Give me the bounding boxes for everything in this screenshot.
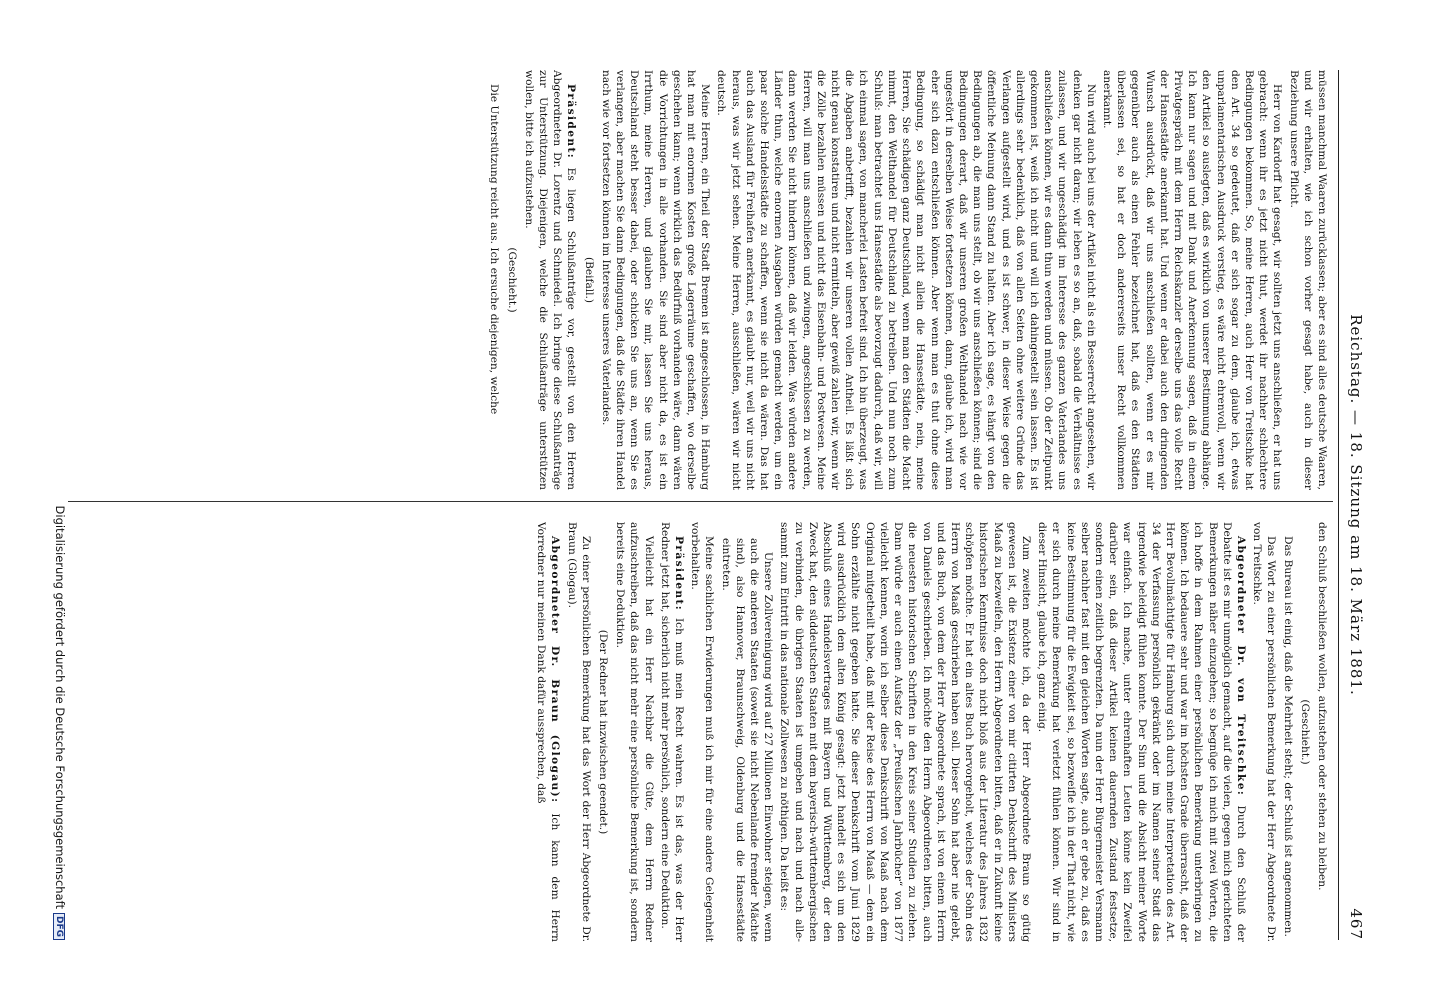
running-title: Reichstag. — 18. Sitzung am 18. März 1881. (1347, 314, 1365, 696)
paragraph: müssen manchmal Waaren zurücklassen; aber es sind alles deutsche Waaren, und wir erhalten, wie ich schon vorher gesagt habe, auch in dieser Beziehung unsere Pflicht. (1287, 70, 1328, 490)
paragraph: Das Bureau ist einig, daß die Mehrheit steht; der Schluß ist angenommen. (1281, 536, 1294, 937)
stage-direction: (Geschieht.) (1298, 699, 1311, 765)
dfg-logo-icon: DFG (54, 913, 66, 940)
speaker-name: Abgeordneter Dr. von Treitschke: (1234, 536, 1247, 797)
column-divider (68, 501, 1333, 502)
paragraph: den Schluß beschließen wollen, aufzustehen oder stehen zu bleiben. (1316, 522, 1328, 891)
paragraph: Vielleicht hat ein Herr Nachbar die Güte, dem Herrn Redner aufzuschreiben, daß das nicht mehr eine persönliche Bemerkung ist, sondern bereits eine Deduktion. (614, 522, 655, 942)
paragraph: Die Unterstützung reicht aus. Ich ersuche diejenigen, welche (488, 84, 501, 415)
header-rule (1338, 70, 1339, 940)
speaker-name: Präsident: (565, 84, 578, 160)
speech-paragraph (534, 522, 562, 942)
speech-paragraph (522, 70, 579, 490)
paragraph: Das Wort zu einer persönlichen Bemerkung hat der Herr Abgeordnete Dr. von Treitschke. (1251, 522, 1278, 942)
digitization-credit (53, 200, 67, 940)
stage-direction: (Beifall.) (582, 256, 595, 304)
paragraph: Zu einer persönlichen Bemerkung hat das Wort der Herr Abgeordnete Dr. Braun (Glogau). (565, 522, 592, 942)
stage-direction: (Der Redner hat inzwischen geendet.) (597, 629, 610, 835)
block-quote: Unsere Zollvereinigung wird auf 27 Millionen Einwohner steigen, wenn auch die anderen Staaten (soweit sie nicht Nebenlande fremder Mächte sind), also Hannover, Braunschweig, Oldenburg und die Hansestädte eintreten. (719, 538, 775, 942)
speaker-name: Präsident: (673, 536, 686, 612)
paragraph: Zum zweiten möchte ich, da der Herr Abgeordnete Braun so gütig gewesen ist, die Existenz einer von mir citirten Denkschrift des Ministers Maaß zu bezweifeln, den Herrn Abgeordneten bitten, daß er in Zukunft keine historischen Kenntnisse doch nicht bloß aus der Literatur des Jahres 1832 schöpfen möchte. Er hat ein altes Buch hervorgeholt, welches der Sohn des Herrn von Maaß geschrieben haben soll. Dieser Sohn hat aber nie gelebt, und das Buch, von dem der Herr Abgeordnete sprach, ist von einem Herrn von Daniels geschrieben. Ich möchte den Herrn Abgeordneten bitten, auch die neuesten historischen Schriften in den Kreis seiner Studien zu ziehen. Dann würde er auch einen Aufsatz der „Preußischen Jahrbücher“ von 1877 vielleicht kennen, worin ich selber diese Denkschrift von Maaß nach dem Original mitgetheilt habe, daß mit der Reise des Herrn von Maaß — dem ein Sohn erzählte nicht gegeben hatte. Sie dieser Denkschrift vom Juni 1829 wird ausdrücklich dem alten König gesagt: jetzt handelt es sich um den Abschluß eines Handelsvertrages mit Bayern und Württemberg, der den Zweck hat, den süddeutschen Staaten mit dem bayerisch-württembergischen zu verbinden, die übrigen Staaten ist umgeben und nach und nach alle- sammt zum Eintritt in das nationale Zollwesen zu nöthigen. Da heißt es: (778, 522, 1032, 942)
paragraph: Meine Herren, ein Theil der Stadt Bremen ist angeschlossen, in Hamburg hat man mit enormen Kosten große Lagerräume geschaffen, wo derselbe geschehen kann; wenn wirklich das Bedürfniß vorhanden wäre, dann wären die Vorrichtungen in alle vorhanden. Sie sind aber nicht da, es ist ein Irrthum, meine Herren, und glauben Sie mir, lassen Sie uns heraus, Deutschland steht besser dabei, oder schicken Sie uns an, wenn Sie es verlangen, aber machen Sie dann Bedingungen, daß die Städte ihren Handel nach wie vor fortsetzen können im Interesse unseres Vaterlandes. (599, 70, 712, 490)
page-number: 467 (1347, 908, 1365, 940)
speech-paragraph (658, 522, 686, 942)
speech-text: Ich muß mein Recht wahren. Es ist das, was der Herr Redner jetzt hat, sicherlich nicht mehr persönlich, sondern eine Deduktion. (658, 522, 686, 942)
document-page (51, 40, 1381, 960)
credit-text: Digitalisierung gefördert durch die Deutsche Forschungsgemeinschaft (53, 505, 67, 909)
right-column (69, 522, 1329, 942)
speech-text: Ich kann dem Herrn Vorredner nur meinen Dank dafür aussprechen, daß (535, 522, 562, 942)
speech-text: Durch den Schluß der Debatte ist es mir unmöglich gemacht, auf die vielen, gegen mich gerichteten Bemerkungen näher einzugehen; so begnüge ich mich mit zwei Worten, die ich hoffe in dem Rahmen einer persönlichen Bemerkung unterbringen zu können. Ich bedauere sehr und war im höchsten Grade überrascht, daß der Herr Bevollmächtigte für Hamburg sich durch meine Interpretation des Art. 34 der Verfassung persönlich gekränkt oder im Namen seiner Stadt das irgendwie beleidigt fühlen konnte. Der Sinn und die Absicht meiner Worte war einfach. Ich mache, unter ehrenhaften Leuten könne kein Zweifel darüber sein, daß dieser Artikel keinen dauernden Zustand festsetze, sondern einen zeitlich begrenzten. Da nun der Herr Bürgermeister Versmann selber nachher fast mit den gleichen Worten sagte, auch er gebe zu, daß es keine Bestimmung für die Ewigkeit sei, so bezweifle ich in der That nicht, wie er sich durch meine Bemerkung hat verletzt fühlen können. Wir sind in dieser Hinsicht, glaube ich, ganz einig. (1036, 522, 1247, 942)
page-header (1343, 70, 1365, 940)
paragraph: Herr von Kardorff hat gesagt, wir sollten jetzt uns anschließen, er hat uns gebracht: wenn ihr es jetzt nicht thut, werdet ihr nachher schlechtere Bedingungen bekommen. So, meine Herren, auch Herr von Treitschke hat den Art. 34 so gedeutet, daß er sich sogar zu dem, glaube ich, etwas unparlamentarischen Ausdruck verstieg, es wäre nicht ehrenvoll, wenn wir den Artikel so auslegten, daß es wirklich von unserer Bestimmung abhänge. Ich kann nur sagen und mit Dank und Anerkennung sagen, daß in einem Privatgespräch mit dem Herrn Reichskanzler derselbe uns das volle Recht der Hansestädte anerkannt hat. Und wenn er dabei auch den dringenden Wunsch ausdrückt, daß wir uns anschließen sollten, wenn er es mir gegenüber auch als einen Fehler bezeichnet hat, daß es den Städten überlassen sei, so hat er doch andererseits unser Recht vollkommen anerkannt. (1100, 70, 1284, 490)
left-column (69, 70, 1329, 490)
speaker-name: Abgeordneter Dr. Braun (Glogau): (549, 536, 562, 804)
speech-paragraph (1035, 522, 1248, 942)
paragraph: Meine sachlichen Erwiderungen muß ich mir für eine andere Gelegenheit vorbehalten. (689, 522, 716, 942)
stage-direction: (Geschieht.) (505, 247, 518, 313)
speech-text: Es liegen Schlußanträge vor, gestellt von den Herren Abgeordneten Dr. Lorentz und Schmiedel. Ich bringe diese Schlußanträge zur Unterstützung. Diejenigen, welche die Schlußanträge unterstützen wollen, bitte ich aufzustehen. (522, 70, 578, 490)
paragraph: Nun wird auch bei uns der Artikel nicht als ein Besserrecht angesehen, wir denken gar nicht daran; wir leben es so an, daß, sobald die Verhältnisse es zulassen, und wir ungeschädigt im Interesse des ganzen Vaterlandes uns anschließen können, wir es dann thun werden und müssen. Ob der Zeitpunkt gekommen ist, weiß ich nicht und will ich dahingestellt sein lassen. Es ist allerdings sehr bedenklich, daß von allen Seiten ohne weitere Gründe das Verlangen aufgestellt wird, und es ist schwer, in dieser Weise gegen die öffentliche Meinung dann Stand zu halten. Aber ich sage, es hängt von den Bedingungen ab, die man uns stellt, ob wir uns anschließen können; sind die Bedingungen derart, daß wir unseren großen Welthandel nach wie vor ungestört in derselben Weise fortsetzen können, dann, glaube ich, wird man eher sich dazu entschließen können. Aber wenn man es thut ohne diese Bedingung, so schädigt man nicht allein die Hansestädte, nein, meine Herren, Sie schädigen ganz Deutschland, wenn man den Städten die Macht nimmt, den Welthandel für Deutschland zu betreiben. Und nun noch zum Schluß: man betrachtet uns Hansestädte als bevorzugt dadurch, daß wir, will ich einmal sagen, von mancherlei Lasten befreit sind. Ich bin überzeugt, was die Abgaben anbetrifft, bezahlen wir unseren vollen Antheil. Es läßt sich nicht genau konstatiren und nicht ermitteln, aber gewiß zahlen wir, wenn wir die Zölle bezahlen müssen und nicht das Eisenbahn- und Postwesen. Meine Herren, will man uns anschließen und zwingen, angeschlossen zu werden, dann werden Sie nicht hindern können, daß wir leiden. Was würden andere Länder thun, welche enormen Ausgaben würden gemacht werden, um ein paar solche Handelsstädte zu schaffen, wenn sie nicht da wären. Das hat auch das Ausland für Freihafen anerkannt, es glaubt nur, weil wir uns nicht heraus, was wir jetzt sehen. Meine Herren, ausschließen, wären wir nicht deutsch. (715, 70, 1097, 490)
